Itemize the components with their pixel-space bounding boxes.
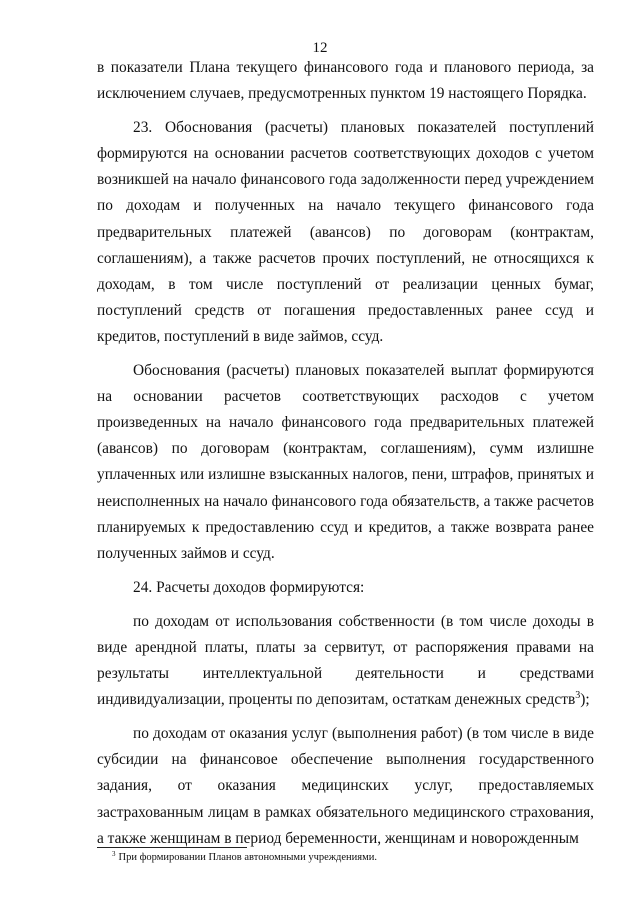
footnote-reference: 3 bbox=[575, 690, 581, 702]
paragraph-services-income: по доходам от оказания услуг (выполнения работ) (в том числе в виде субсидии на финансовое обеспечение выполнения государственного задания, от оказания медицинских услуг, предоставляемых застрахованным лицам в рамках обязательного медицинского страхования, а также женщинам в период беременности, женщинам и новорожденным bbox=[97, 725, 594, 847]
footnote-mark: 3 bbox=[112, 849, 116, 858]
footnote-text: При формировании Планов автономными учреждениями. bbox=[118, 852, 377, 863]
document-body bbox=[97, 55, 594, 852]
paragraph-payments-justification: Обоснования (расчеты) плановых показателей выплат формируются на основании расчетов соответствующих расходов с учетом произведенных на начало финансового года предварительных платежей (авансов) по договорам (контрактам, соглашениям), сумм излишне уплаченных или излишне взысканных налогов, пени, штрафов, принятых и неисполненных на начало финансового года обязательств, а также расчетов планируемых к предоставлению ссуд и кредитов, а также возврата ранее полученных займов и ссуд. bbox=[97, 362, 594, 562]
paragraph-property-income-text: по доходам от использования собственности (в том числе доходы в виде арендной платы, платы за сервитут, от распоряжения правами на результаты интеллектуальной деятельности и средствами индивидуализации, проценты по депозитам, остаткам денежных средств bbox=[97, 612, 594, 709]
paragraph-item-23: 23. Обоснования (расчеты) плановых показателей поступлений формируются на основании расчетов соответствующих доходов с учетом возникшей на начало финансового года задолженности перед учреждением по доходам и полученных на начало текущего финансового года предварительных платежей (авансов) по договорам (контрактам, соглашениям), а также расчетов прочих поступлений, не относящихся к доходам, в том числе поступлений от реализации ценных бумаг, поступлений средств от погашения предоставленных ранее ссуд и кредитов, поступлений в виде займов, ссуд. bbox=[97, 119, 594, 345]
paragraph-property-income-tail: ); bbox=[580, 691, 590, 709]
page-number: 12 bbox=[312, 40, 328, 56]
footnote bbox=[112, 851, 377, 865]
paragraph-property-income bbox=[97, 609, 594, 713]
paragraph-item-24-heading: 24. Расчеты доходов формируются: bbox=[133, 578, 365, 596]
paragraph-continuation: в показатели Плана текущего финансового года и планового периода, за исключением случаев, предусмотренных пунктом 19 настоящего Порядка. bbox=[97, 59, 594, 103]
footnote-divider bbox=[97, 847, 247, 848]
